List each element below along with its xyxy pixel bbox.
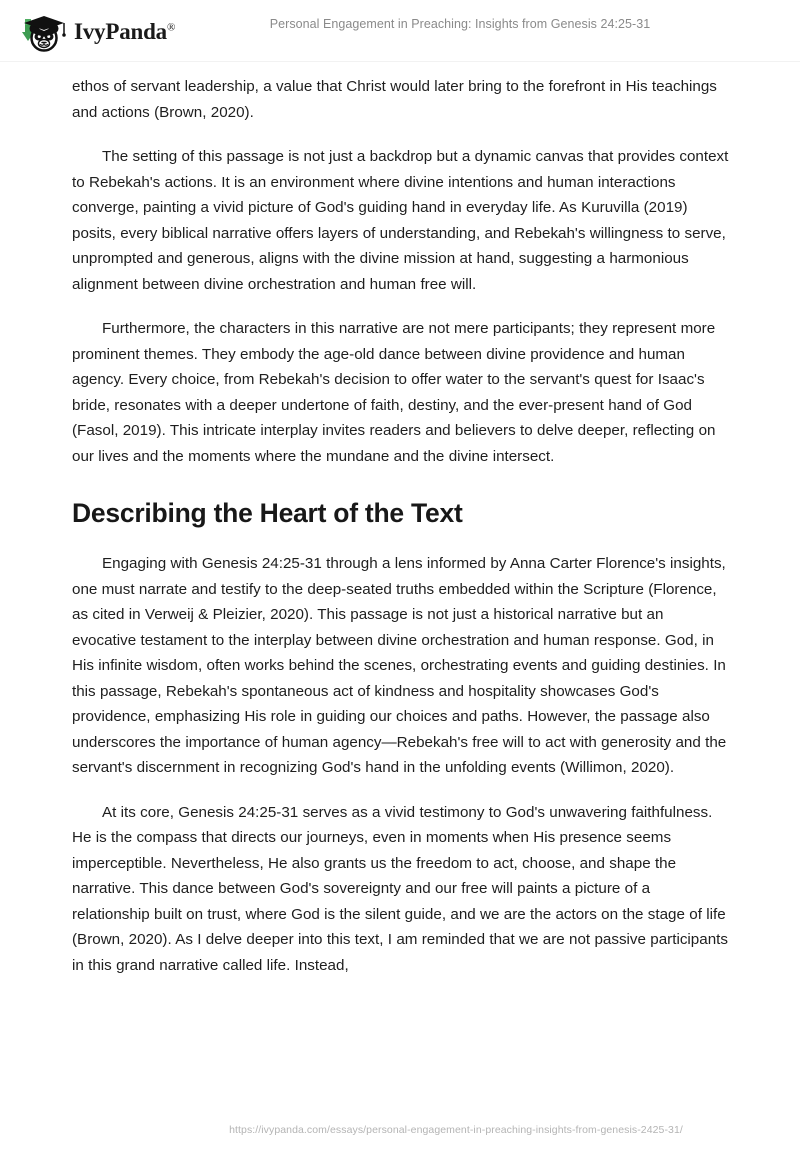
paragraph: The setting of this passage is not just a backdrop but a dynamic canvas that provides context to Rebekah's actions. It is an environment where divine intentions and human interactions converge, painting a vivid picture of God's guiding hand in everyday life. As Kuruvilla (2019) posits, every biblical narrative offers layers of understanding, and Rebekah's willingness to serve, unprompted and generous, aligns with the divine mission at hand, suggesting a harmonious alignment between divine orchestration and human free will. [72,148,729,293]
paragraph: At its core, Genesis 24:25-31 serves as a vivid testimony to God's unwavering faithfulness. He is the compass that directs our journeys, even in moments when His presence seems imperceptible. Nevertheless, He also grants us the freedom to act, choose, and shape the narrative. This dance between God's sovereignty and our free will paints a picture of a relationship built on trust, where God is the silent guide, and we are the actors on the stage of life (Brown, 2020). As I delve deeper into this text, I am reminded that we are not passive participants in this grand narrative called life. Instead, [72,803,728,974]
ivypanda-logo-link[interactable] [16,8,175,54]
panda-graduation-cap-logo-icon [16,8,68,54]
source-url[interactable]: https://ivypanda.com/essays/personal-engagement-in-preaching-insights-from-genesis-2425-31/ [229,1124,683,1136]
registered-trademark-icon: ® [166,20,176,33]
page-header [0,0,800,62]
running-head-title-text: Personal Engagement in Preaching: Insights from Genesis 24:25-31 [269,17,651,31]
document-body [72,74,730,978]
brand-name-text: IvyPanda [74,18,167,44]
header-divider [0,61,800,62]
running-head-title [0,17,800,31]
paragraph-continued: ethos of servant leadership, a value that Christ would later bring to the forefront in His teachings and actions (Brown, 2020). [72,78,717,121]
paragraph: Furthermore, the characters in this narrative are not mere participants; they represent more prominent themes. They embody the age-old dance between divine providence and human agency. Every choice, from Rebekah's decision to offer water to the servant's quest for Isaac's bride, resonates with a deeper undertone of faith, destiny, and the ever-present hand of God (Fasol, 2019). This intricate interplay invites readers and believers to delve deeper, reflecting on our lives and the moments where the mundane and the divine intersect. [72,320,716,465]
page-footer [0,1120,800,1138]
paragraph: Engaging with Genesis 24:25-31 through a lens informed by Anna Carter Florence's insights, one must narrate and testify to the deep-seated truths embedded within the Scripture (Florence, as cited in Verweij & Pleizier, 2020). This passage is not just a historical narrative but an evocative testament to the interplay between divine orchestration and human response. God, in His infinite wisdom, often works behind the scenes, orchestrating events and guiding destinies. In this passage, Rebekah's spontaneous act of kindness and hospitality showcases God's providence, emphasizing His role in guiding our choices and paths. However, the passage also underscores the importance of human agency—Rebekah's free will to act with generosity and the servant's discernment in recognizing God's hand in the unfolding events (Willimon, 2020). [72,555,727,776]
section-heading: Describing the Heart of the Text [72,498,463,528]
